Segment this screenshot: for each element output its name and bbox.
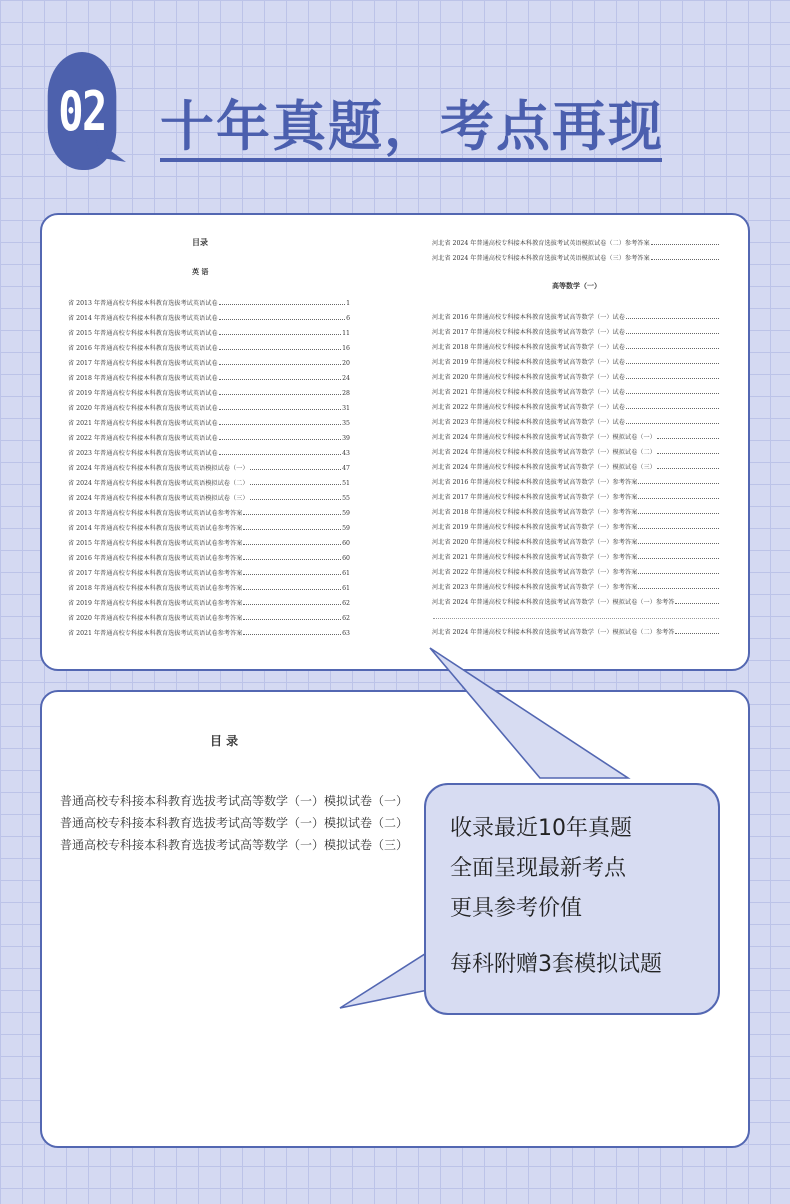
toc-entry-text: 河北省 2024 年普通高校专科接本科教育选拔考试高等数学（一）模拟试卷（一）参考答 [432,599,675,606]
toc-leader [638,543,719,544]
toc-entry-text: 河北省 2019 年普通高校专科接本科教育选拔考试高等数学（一）试卷 [432,359,625,366]
toc-entry-text: 省 2017 年普通高校专科接本科教育选拔考试英语试卷参考答案 [68,570,243,577]
toc-entry [68,367,350,382]
toc-entry-text: 河北省 2017 年普通高校专科接本科教育选拔考试高等数学（一）试卷 [432,329,625,336]
toc-entry-text: 河北省 2017 年普通高校专科接本科教育选拔考试高等数学（一）参考答案 [432,494,638,501]
toc-entry-text: 省 2014 年普通高校专科接本科教育选拔考试英语试卷 [68,315,218,322]
toc-leader [250,499,342,500]
toc-leader [243,514,341,515]
toc-entry-text: 河北省 2024 年普通高校专科接本科教育选拔考试高等数学（一）模拟试卷（一） [432,434,656,441]
toc-entry [432,606,720,621]
toc-entry-text: 省 2015 年普通高校专科接本科教育选拔考试英语试卷 [68,330,218,337]
toc-entry [68,532,350,547]
toc-entry-text: 省 2020 年普通高校专科接本科教育选拔考试英语试卷参考答案 [68,615,243,622]
toc-leader [219,319,345,320]
toc-leader [243,574,341,575]
toc-entry-text: 河北省 2024 年普通高校专科接本科教育选拔考试高等数学（一）模拟试卷（三） [432,464,656,471]
toc-page-number: 61 [342,570,350,577]
toc-leader [626,348,719,349]
toc-leader [626,363,719,364]
toc-zoom-list [60,792,408,858]
toc-page-number: 63 [342,630,350,637]
toc-leader [243,559,341,560]
toc-entry-text: 河北省 2020 年普通高校专科接本科教育选拔考试高等数学（一）试卷 [432,374,625,381]
toc-page-number: 43 [342,450,350,457]
toc-entry [68,592,350,607]
toc-leader [219,439,342,440]
toc-entry [432,501,720,516]
toc-leader [219,334,342,335]
toc-leader [638,528,719,529]
toc-leader [626,318,719,319]
toc-entry [432,366,720,381]
toc-leader [243,529,341,530]
toc-entry [68,352,350,367]
toc-leader [243,589,341,590]
toc-page-number: 60 [342,555,350,562]
callout-line: 更具参考价值 [450,896,583,921]
toc-leader [250,469,342,470]
toc-entry [68,517,350,532]
toc-entry [432,531,720,546]
toc-entry [432,456,720,471]
toc-entry [68,457,350,472]
toc-entry-text: 省 2023 年普通高校专科接本科教育选拔考试英语试卷 [68,450,218,457]
toc-right-list [432,306,720,636]
toc-entry-text: 省 2017 年普通高校专科接本科教育选拔考试英语试卷 [68,360,218,367]
toc-entry-text: 河北省 2020 年普通高校专科接本科教育选拔考试高等数学（一）参考答案 [432,539,638,546]
toc-entry [68,562,350,577]
section-number-badge: 02 [48,52,117,170]
toc-entry-text: 河北省 2024 年普通高校专科接本科教育选拔考试高等数学（一）模拟试卷（二）参考答 [432,629,675,636]
toc-entry [68,322,350,337]
list-item: 普通高校专科接本科教育选拔考试高等数学（一）模拟试卷（三） [60,838,409,852]
toc-leader [675,603,719,604]
toc-entry-text: 省 2013 年普通高校专科接本科教育选拔考试英语试卷 [68,300,218,307]
toc-entry-text: 河北省 2024 年普通高校专科接本科教育选拔考试英语模拟试卷（二）参考答案 [432,240,650,247]
toc-page-number: 28 [342,390,350,397]
toc-page-number: 62 [342,615,350,622]
toc-leader [638,498,719,499]
toc-leader [243,604,341,605]
toc-entry [432,576,720,591]
toc-page-number: 39 [342,435,350,442]
toc-leader [219,379,342,380]
toc-entry-text: 省 2020 年普通高校专科接本科教育选拔考试英语试卷 [68,405,218,412]
toc-entry [68,292,350,307]
toc-leader [626,393,719,394]
toc-left-section: 英 语 [192,267,209,276]
toc-entry [68,412,350,427]
toc-leader [219,409,342,410]
toc-entry-text: 河北省 2024 年普通高校专科接本科教育选拔考试高等数学（一）模拟试卷（二） [432,449,656,456]
toc-page-number: 60 [342,540,350,547]
toc-entry-text: 省 2021 年普通高校专科接本科教育选拔考试英语试卷参考答案 [68,630,243,637]
toc-entry [68,427,350,442]
toc-leader [219,349,342,350]
callout-line: 收录最近10年真题 [450,816,632,841]
toc-zoom-title: 目 录 [210,734,239,748]
title-underline [160,158,662,162]
toc-entry [68,577,350,592]
toc-entry-text: 省 2021 年普通高校专科接本科教育选拔考试英语试卷 [68,420,218,427]
toc-entry [68,472,350,487]
toc-entry-text: 河北省 2016 年普通高校专科接本科教育选拔考试高等数学（一）试卷 [432,314,625,321]
toc-right-section: 高等数学（一） [552,281,601,290]
toc-entry [432,306,720,321]
toc-entry [432,426,720,441]
toc-page-number: 24 [342,375,350,382]
toc-leader [243,634,341,635]
toc-entry [432,471,720,486]
toc-leader [626,378,719,379]
toc-entry [68,607,350,622]
list-item: 普通高校专科接本科教育选拔考试高等数学（一）模拟试卷（一） [60,794,409,808]
toc-leader [243,544,341,545]
toc-page-number: 35 [342,420,350,427]
toc-entry-text: 省 2022 年普通高校专科接本科教育选拔考试英语试卷 [68,435,218,442]
toc-entry [68,487,350,502]
toc-entry [432,381,720,396]
callout-bubble [424,783,720,1015]
toc-entry-text: 省 2013 年普通高校专科接本科教育选拔考试英语试卷参考答案 [68,510,243,517]
toc-left-list [68,292,350,637]
toc-entry-text: 省 2019 年普通高校专科接本科教育选拔考试英语试卷参考答案 [68,600,243,607]
toc-entry [68,382,350,397]
toc-entry [432,546,720,561]
badge-tail-icon [96,140,130,166]
toc-entry-text: 省 2018 年普通高校专科接本科教育选拔考试英语试卷 [68,375,218,382]
toc-page-number: 31 [342,405,350,412]
page-title: 十年真题，考点再现 [160,95,664,158]
toc-page-number: 1 [346,300,350,307]
toc-entry [432,516,720,531]
toc-leader [626,408,719,409]
toc-entry [68,442,350,457]
toc-entry-text: 河北省 2016 年普通高校专科接本科教育选拔考试高等数学（一）参考答案 [432,479,638,486]
toc-spread-card [40,213,750,671]
toc-entry-text: 省 2019 年普通高校专科接本科教育选拔考试英语试卷 [68,390,218,397]
callout-line: 全面呈现最新考点 [450,856,627,881]
toc-entry [68,502,350,517]
toc-page-number: 51 [342,480,350,487]
toc-leader [243,619,341,620]
toc-leader [675,633,719,634]
toc-leader [657,438,719,439]
toc-entry [432,441,720,456]
toc-leader [651,259,719,260]
toc-entry [432,351,720,366]
toc-entry-text: 河北省 2021 年普通高校专科接本科教育选拔考试高等数学（一）试卷 [432,389,625,396]
toc-leader [638,558,719,559]
toc-leader [219,364,342,365]
toc-entry-text: 河北省 2022 年普通高校专科接本科教育选拔考试高等数学（一）参考答案 [432,569,638,576]
toc-entry [68,337,350,352]
toc-leader [250,484,342,485]
toc-entry [432,486,720,501]
toc-leader [651,244,719,245]
toc-leader [219,424,342,425]
toc-entry [432,591,720,606]
toc-leader [626,423,719,424]
toc-entry-text: 省 2016 年普通高校专科接本科教育选拔考试英语试卷参考答案 [68,555,243,562]
toc-entry-text: 省 2015 年普通高校专科接本科教育选拔考试英语试卷参考答案 [68,540,243,547]
toc-entry [68,547,350,562]
toc-entry [432,396,720,411]
toc-page-number: 59 [342,510,350,517]
toc-entry-text: 河北省 2019 年普通高校专科接本科教育选拔考试高等数学（一）参考答案 [432,524,638,531]
toc-entry-text: 河北省 2021 年普通高校专科接本科教育选拔考试高等数学（一）参考答案 [432,554,638,561]
toc-entry-text: 省 2016 年普通高校专科接本科教育选拔考试英语试卷 [68,345,218,352]
toc-entry [68,622,350,637]
toc-entry [432,247,720,262]
toc-entry [432,232,720,247]
toc-page-number: 6 [346,315,350,322]
toc-entry-text: 省 2014 年普通高校专科接本科教育选拔考试英语试卷参考答案 [68,525,243,532]
toc-leader [638,513,719,514]
toc-leader [219,454,342,455]
toc-page-number: 11 [342,330,350,337]
toc-entry-text: 省 2024 年普通高校专科接本科教育选拔考试英语模拟试卷（三） [68,495,249,502]
toc-leader [638,588,719,589]
toc-entry [432,411,720,426]
toc-entry-text: 河北省 2023 年普通高校专科接本科教育选拔考试高等数学（一）参考答案 [432,584,638,591]
toc-entry-text: 省 2024 年普通高校专科接本科教育选拔考试英语模拟试卷（一） [68,465,249,472]
toc-left-title: 目录 [192,237,208,247]
toc-entry [432,336,720,351]
toc-leader [626,333,719,334]
toc-leader [219,304,345,305]
callout-gift: 每科附赠3套模拟试题 [450,952,662,977]
toc-page-number: 16 [342,345,350,352]
toc-entry-text: 河北省 2023 年普通高校专科接本科教育选拔考试高等数学（一）试卷 [432,419,625,426]
toc-page-number: 61 [342,585,350,592]
toc-leader [433,618,719,619]
toc-entry-text: 河北省 2024 年普通高校专科接本科教育选拔考试英语模拟试卷（三）参考答案 [432,255,650,262]
toc-entry-text: 河北省 2018 年普通高校专科接本科教育选拔考试高等数学（一）试卷 [432,344,625,351]
toc-page-number: 20 [342,360,350,367]
toc-leader [219,394,342,395]
toc-leader [638,573,719,574]
toc-leader [657,468,719,469]
toc-right-top-list [432,232,720,262]
toc-entry-text: 省 2018 年普通高校专科接本科教育选拔考试英语试卷参考答案 [68,585,243,592]
toc-entry [68,397,350,412]
list-item: 普通高校专科接本科教育选拔考试高等数学（一）模拟试卷（二） [60,816,409,830]
toc-page-number: 59 [342,525,350,532]
toc-leader [657,453,719,454]
toc-entry-text: 河北省 2018 年普通高校专科接本科教育选拔考试高等数学（一）参考答案 [432,509,638,516]
toc-leader [638,483,719,484]
toc-page-number: 62 [342,600,350,607]
toc-entry-text: 河北省 2022 年普通高校专科接本科教育选拔考试高等数学（一）试卷 [432,404,625,411]
toc-page-number: 55 [342,495,350,502]
toc-entry [432,321,720,336]
toc-entry-text: 省 2024 年普通高校专科接本科教育选拔考试英语模拟试卷（二） [68,480,249,487]
toc-entry [68,307,350,322]
toc-entry [432,561,720,576]
toc-page-number: 47 [342,465,350,472]
toc-entry [432,621,720,636]
